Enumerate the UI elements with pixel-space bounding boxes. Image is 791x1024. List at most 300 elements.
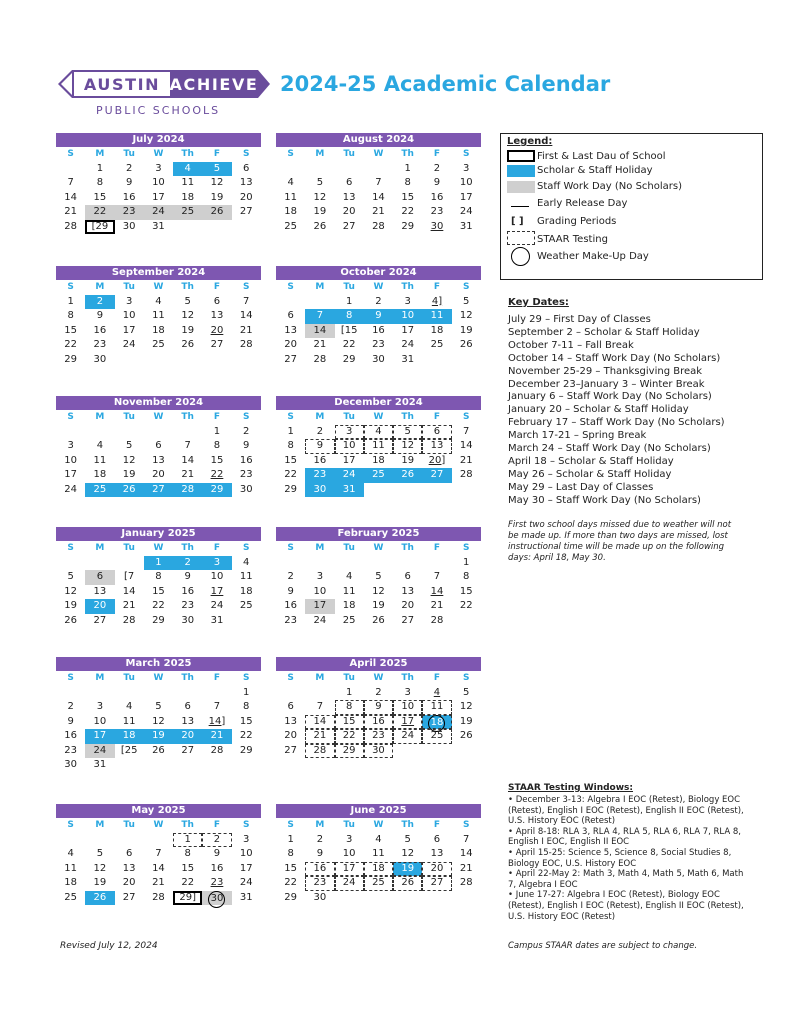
weekday-label: Th [181,282,194,292]
weekday-label: M [95,412,105,422]
day-number: 5 [125,440,133,451]
week-row [56,425,261,440]
day-number: 25 [181,206,195,217]
empty-day-cell [422,891,451,906]
day-number: 21 [313,339,327,350]
day-number: 7 [375,177,382,188]
day-number: 2 [316,425,324,437]
day-number: 3 [213,556,221,568]
day-number: 8 [96,177,104,188]
day-number: 17 [210,585,224,597]
day-cell [335,338,364,353]
day-number: 8 [404,177,411,188]
day-number: 7 [155,848,162,859]
day-number: 10 [239,848,253,859]
weekday-label: Tu [343,282,355,292]
day-number: 20 [181,730,195,741]
day-number: 27 [239,206,253,217]
day-number: 7 [67,177,74,188]
day-number: 11 [372,848,385,859]
day-cell [276,585,305,600]
day-number: 4 [375,425,382,437]
day-cell [335,700,364,715]
day-number: 4 [375,833,382,845]
key-date-item: January 20 – Scholar & Staff Holiday [508,404,689,416]
day-cell [202,162,231,177]
empty-day-cell [422,353,451,368]
day-cell [276,176,305,191]
day-number: 28 [152,891,165,903]
day-cell [85,439,114,454]
week-row [276,847,481,862]
empty-day-cell [276,556,305,571]
day-cell [452,205,481,220]
day-number: 4 [184,162,191,174]
empty-day-cell [202,220,231,235]
day-number: 19 [93,877,107,888]
day-number: 14 [122,585,136,597]
empty-day-cell [56,162,85,177]
day-number: 10 [64,454,77,466]
day-number: 12 [181,310,195,321]
empty-day-cell [115,353,144,368]
day-cell [85,338,114,353]
day-cell [85,876,114,891]
day-number: 30 [181,614,195,626]
day-number: [29 [91,220,109,232]
day-cell [335,570,364,585]
day-number: 30 [313,483,327,495]
day-number: 9 [243,440,250,451]
day-cell [115,439,144,454]
weekday-label: S [462,282,470,292]
day-cell [364,744,393,759]
day-cell [56,570,85,585]
month-header: August 2024 [276,133,481,147]
day-cell [115,162,144,177]
empty-day-cell [232,353,261,368]
day-cell [85,205,114,220]
day-number: 12 [401,440,415,451]
legend-first-last-swatch [507,150,535,162]
day-number: 2 [96,295,104,307]
day-number: 27 [284,353,297,365]
day-number: 24 [64,483,77,495]
day-cell [364,833,393,848]
day-number: 28 [459,877,473,888]
day-number: 31 [459,220,473,232]
key-date-item: May 30 – Staff Work Day (No Scholars) [508,494,701,506]
empty-day-cell [364,556,393,571]
day-cell [422,729,451,744]
day-cell [144,729,173,744]
empty-day-cell [364,162,393,177]
empty-day-cell [144,686,173,701]
empty-day-cell [422,744,451,759]
empty-day-cell [422,556,451,571]
day-number: 20 [342,206,356,217]
day-cell [85,744,114,759]
day-cell [232,439,261,454]
day-cell [56,585,85,600]
day-number: 5 [463,295,470,307]
weekday-label: W [153,282,164,292]
weekday-row [56,410,261,425]
day-cell [422,468,451,483]
empty-day-cell [115,833,144,848]
day-cell [115,744,144,759]
weekday-label: M [315,543,325,553]
day-number: 4 [345,571,353,582]
day-cell [202,454,231,469]
day-cell [144,468,173,483]
day-cell [393,614,422,629]
weekday-label: S [287,282,294,292]
month-header: March 2025 [56,657,261,671]
day-cell [335,353,364,368]
day-number: 19 [152,730,165,741]
day-number: 9 [433,177,441,188]
legend-staar-swatch [507,231,535,245]
day-number: 27 [93,614,107,626]
weekday-label: W [373,149,384,159]
day-cell [115,570,144,585]
day-cell [305,891,334,906]
day-cell [364,468,393,483]
day-number: 11 [239,571,253,582]
day-cell [85,295,114,310]
day-number: [7 [124,571,135,582]
day-number: 25 [152,339,165,350]
empty-day-cell [452,353,481,368]
day-cell [335,439,364,454]
legend-staar: STAAR Testing [537,234,608,245]
weekday-label: Th [401,412,414,422]
day-number: 31 [342,483,356,495]
day-cell [305,570,334,585]
day-number: 20 [284,339,297,350]
week-row [56,439,261,454]
weekday-label: Tu [343,673,355,683]
day-number: 29 [210,483,224,495]
day-number: 2 [316,833,324,845]
day-number: 13 [401,585,415,597]
weekday-label: W [373,543,384,553]
staar-title: STAAR Testing Windows: [508,783,634,793]
day-number: 13 [284,324,297,336]
weekday-label: W [373,673,384,683]
day-number: 28 [122,614,136,626]
day-cell [85,454,114,469]
day-cell [232,585,261,600]
week-row [276,353,481,368]
day-cell [232,483,261,498]
day-cell [305,729,334,744]
weekday-label: Th [401,543,414,553]
day-number: 3 [463,162,470,174]
day-cell [232,570,261,585]
day-cell [232,162,261,177]
key-date-item: January 6 – Staff Work Day (No Scholars) [508,391,712,403]
day-number: 27 [342,220,356,232]
week-row [276,862,481,877]
day-cell [364,847,393,862]
day-number: 27 [181,744,195,756]
weekday-label: S [242,412,250,422]
day-number: 22 [342,339,356,350]
day-number: 2 [125,162,133,174]
day-number: 25 [430,339,444,350]
day-cell [364,439,393,454]
week-row [276,556,481,571]
weekday-label: S [287,820,294,830]
empty-day-cell [393,891,422,906]
key-date-item: November 25-29 – Thanksgiving Break [508,365,703,377]
day-number: 29 [64,353,77,365]
day-cell [56,176,85,191]
day-cell [85,715,114,730]
day-cell [232,295,261,310]
day-cell [393,338,422,353]
day-number: 14] [208,715,226,727]
day-cell [422,162,451,177]
day-cell [305,585,334,600]
day-cell [276,570,305,585]
day-cell [144,205,173,220]
day-number: 17 [342,862,356,874]
day-number: 15 [284,862,297,874]
empty-day-cell [276,162,305,177]
day-number: 2 [184,556,191,568]
day-number: 16 [210,862,224,874]
weekday-label: W [153,412,164,422]
day-number: 4 [96,440,104,451]
day-number: 23 [210,877,224,888]
day-number: 30 [313,891,327,903]
day-cell [393,729,422,744]
day-cell [115,468,144,483]
day-number: 28 [239,339,253,350]
month-header: June 2025 [276,804,481,818]
day-number: 30 [239,483,253,495]
weekday-label: S [67,543,74,553]
day-number: 24 [210,600,224,611]
logo-subtitle: PUBLIC SCHOOLS [96,104,221,117]
day-number: 22 [284,469,297,480]
day-number: 5 [67,571,74,582]
day-number: 3 [316,571,324,582]
day-number: 12 [459,701,473,712]
day-number: 23 [430,206,444,217]
day-number: 10 [152,177,165,188]
day-cell [144,556,173,571]
day-number: 23 [313,469,327,480]
day-cell [173,833,202,848]
day-number: 4 [125,701,133,712]
day-number: 28 [372,220,385,232]
legend-makeup-swatch [511,247,530,266]
day-cell [393,700,422,715]
staar-item: • April 8-18: RLA 3, RLA 4, RLA 5, RLA 6, RLA 7, RLA 8, English I EOC, English II EOC [508,826,741,848]
day-number: 1 [213,425,221,437]
weekday-label: F [213,673,221,683]
day-cell [305,205,334,220]
legend-workday: Staff Work Day (No Scholars) [537,181,682,192]
day-number: 8 [463,571,470,582]
day-cell [115,599,144,614]
day-number: 26 [459,339,473,350]
weekday-label: F [433,412,441,422]
day-number: 23 [64,744,77,756]
weekday-label: Th [181,412,194,422]
day-cell [393,833,422,848]
empty-day-cell [85,833,114,848]
day-number: 31 [210,614,224,626]
day-cell [202,570,231,585]
day-cell [276,833,305,848]
day-number: 24 [342,469,356,480]
day-cell [393,585,422,600]
day-number: 7 [213,701,221,712]
day-number: 15 [210,454,224,466]
day-cell [173,744,202,759]
day-number: 17 [122,324,136,336]
day-number: 1 [463,556,470,568]
day-number: 20 [210,324,224,336]
day-cell [452,700,481,715]
day-number: 12 [152,715,165,727]
day-cell [393,324,422,339]
month-header: May 2025 [56,804,261,818]
day-number: 10 [313,585,327,597]
day-cell [173,700,202,715]
empty-day-cell [335,891,364,906]
day-cell [56,220,85,235]
weekday-label: S [462,673,470,683]
day-cell [202,744,231,759]
day-number: 2 [243,425,250,437]
weekday-label: Tu [123,149,135,159]
week-row [276,468,481,483]
day-number: 6 [433,833,441,845]
day-cell [452,570,481,585]
day-number: 19 [401,862,415,874]
day-cell [144,585,173,600]
day-number: 5 [184,295,191,307]
day-cell [452,585,481,600]
weekday-label: W [153,673,164,683]
day-number: 24 [122,339,136,350]
weekday-row [276,818,481,833]
day-cell [56,353,85,368]
day-number: 29 [284,891,297,903]
day-number: 8 [345,701,353,712]
day-cell [85,700,114,715]
empty-day-cell [276,686,305,701]
day-cell [56,847,85,862]
day-number: 15 [459,585,473,597]
day-cell [393,454,422,469]
day-cell [173,309,202,324]
day-number: 14 [313,324,327,336]
day-cell [232,191,261,206]
month-calendar [56,657,261,773]
day-cell [173,876,202,891]
day-cell [364,715,393,730]
staar-list [508,795,748,922]
day-cell [85,891,114,906]
empty-day-cell [173,686,202,701]
day-cell [422,570,451,585]
day-cell [364,425,393,440]
weather-note: First two school days missed due to weather will not be made up. If more than two days are missed, lost instructional time will be made up on the following days: April 18, May 30. [508,520,732,563]
day-number: 2 [375,686,382,698]
week-row [56,191,261,206]
day-number: 18 [372,454,385,466]
day-number: 3 [345,425,353,437]
week-row [56,686,261,701]
weekday-label: Tu [123,282,135,292]
day-cell [85,220,114,235]
day-cell [232,700,261,715]
day-cell [393,205,422,220]
logo-right-arrow [258,70,270,98]
day-number: 11 [372,440,385,451]
day-number: 4 [155,295,162,307]
week-row [276,729,481,744]
day-number: 24 [313,614,327,626]
day-number: 10 [401,310,415,321]
weekday-row [276,671,481,686]
day-number: 24 [93,744,107,756]
day-cell [305,309,334,324]
day-cell [144,309,173,324]
day-cell [364,176,393,191]
day-cell [85,468,114,483]
day-cell [276,700,305,715]
empty-day-cell [202,353,231,368]
month-header: September 2024 [56,266,261,280]
day-cell [144,700,173,715]
day-cell [305,744,334,759]
day-cell [364,295,393,310]
day-cell [452,715,481,730]
weekday-label: S [462,543,470,553]
day-number: 13 [122,862,136,874]
day-number: 8 [287,440,294,451]
day-number: 23 [239,469,253,480]
weekday-label: W [153,543,164,553]
day-cell [305,454,334,469]
day-number: 21 [459,862,473,874]
day-number: 2 [433,162,441,174]
staar-item: • April 22-May 2: Math 3, Math 4, Math 5, Math 6, Math 7, Algebra I EOC [508,869,744,890]
day-cell [173,205,202,220]
day-cell [393,847,422,862]
day-cell [335,425,364,440]
day-number: 9 [67,715,74,727]
day-cell [173,599,202,614]
month-calendar [276,266,481,367]
week-row [276,454,481,469]
weekday-row [276,280,481,295]
day-cell [276,425,305,440]
day-number: 19 [372,600,385,611]
weekday-row [56,818,261,833]
month-calendar [276,527,481,628]
day-number: 12 [401,848,415,859]
day-number: 13 [342,191,356,203]
